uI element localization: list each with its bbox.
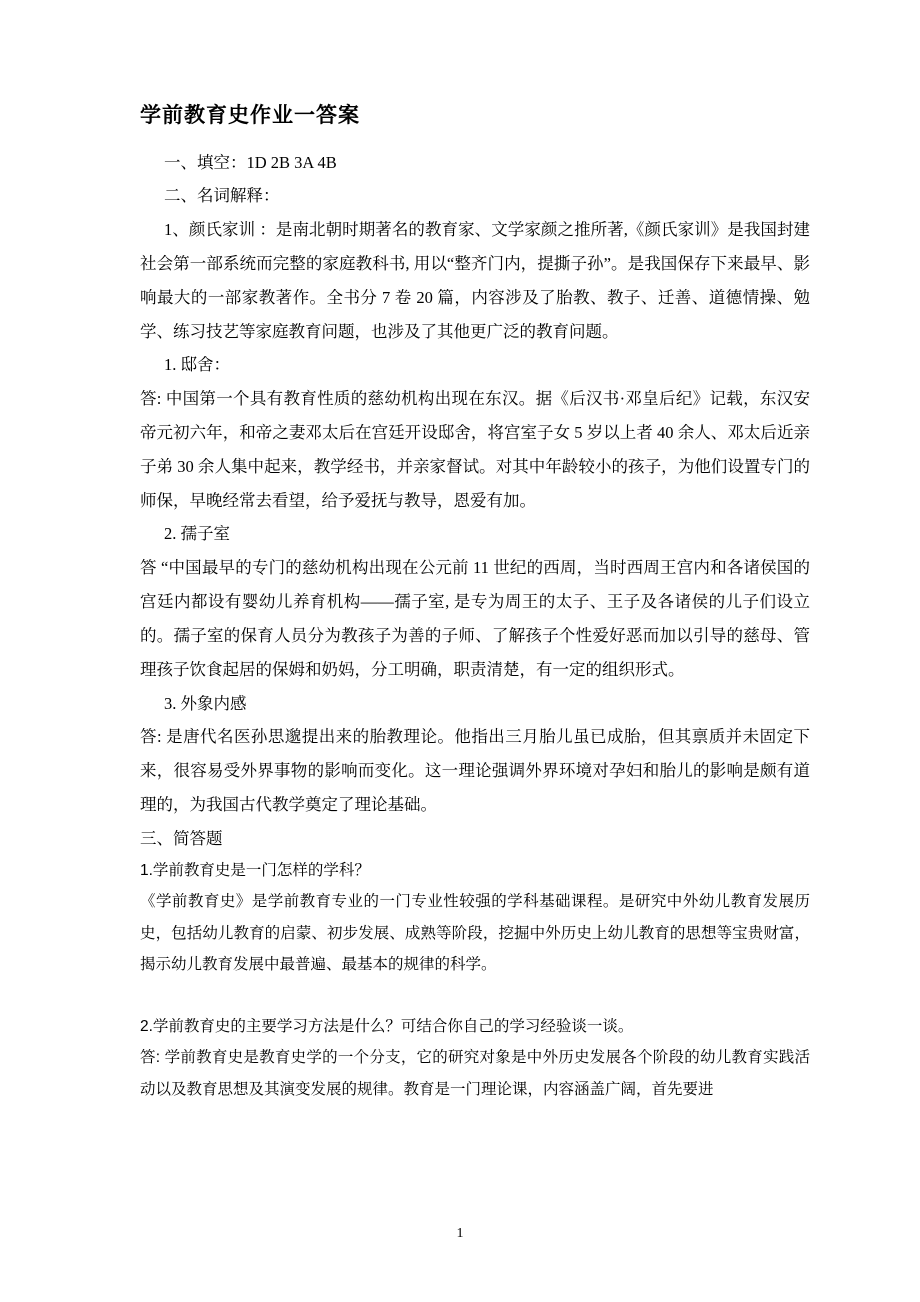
question-2-answer: 答: 学前教育史是教育史学的一个分支，它的研究对象是中外历史发展各个阶段的幼儿教育实践活动以及教育思想及其演变发展的规律。教育是一门理论课，内容涵盖广阔，首先要进 xyxy=(140,1049,810,1098)
paragraph-spacer xyxy=(140,981,810,1011)
section-fill-in-blank: 一、填空：1D 2B 3A 4B xyxy=(164,152,337,172)
term-2-title: 1. 邸舍： xyxy=(164,355,230,375)
question-1: 1.学前教育史是一门怎样的学科？ xyxy=(140,861,370,879)
term-1: 1、颜氏家训 ：是南北朝时期著名的教育家、文学家颜之推所著,《颜氏家训》是我国封建社会第一部系统而完整的家庭教科书, 用以“整齐门内，提撕子孙”。是我国保存下来最早、影响最大的一部家教著作。全书分 7 卷 20 篇，内容涉及了胎教、教子、迁善、道德情操、勉学、练习技艺等家庭教育问题，也涉及了其他更广泛的教育问题。 xyxy=(140,220,810,341)
term-3-title: 2. 孺子室 xyxy=(164,524,230,544)
question-2: 2.学前教育史的主要学习方法是什么？可结合你自己的学习经验谈一谈。 xyxy=(140,1018,634,1036)
section-term-explanation-heading: 二、名词解释： xyxy=(164,186,280,206)
section-short-answer-heading: 三、简答题 xyxy=(140,828,223,848)
term-4-title: 3. 外象内感 xyxy=(164,693,247,713)
term-2-body: 答: 中国第一个具有教育性质的慈幼机构出现在东汉。据《后汉书·邓皇后纪》记载，东汉安帝元初六年，和帝之妻邓太后在宫廷开设邸舍，将宫室子女 5 岁以上者 40 余人、邓太后近亲子弟 30 余人集中起来，教学经书，并亲家督试。对其中年龄较小的孩子，为他们设置专门的师保，早晚经常去看望，给予爱抚与教导，恩爱有加。 xyxy=(140,389,810,510)
document-title: 学前教育史作业一答案 xyxy=(140,104,360,127)
question-1-answer: 《学前教育史》是学前教育专业的一门专业性较强的学科基础课程。是研究中外幼儿教育发展历史，包括幼儿教育的启蒙、初步发展、成熟等阶段，挖掘中外历史上幼儿教育的思想等宝贵财富，揭示幼儿教育发展中最普遍、最基本的规律的科学。 xyxy=(140,892,810,974)
term-3-body: 答 “中国最早的专门的慈幼机构出现在公元前 11 世纪的西周，当时西周王宫内和各诸侯国的宫廷内都设有婴幼儿养育机构——孺子室, 是专为周王的太子、王子及各诸侯的儿子们设立的。孺子室的保育人员分为教孩子为善的子师、了解孩子个性爱好恶而加以引导的慈母、管理孩子饮食起居的保姆和奶妈，分工明确，职责清楚，有一定的组织形式。 xyxy=(140,558,810,679)
page-number: 1 xyxy=(456,1226,464,1241)
term-4-body: 答: 是唐代名医孙思邈提出来的胎教理论。他指出三月胎儿虽已成胎，但其禀质并未固定下来，很容易受外界事物的影响而变化。这一理论强调外界环境对孕妇和胎儿的影响是颇有道理的，为我国古代教学奠定了理论基础。 xyxy=(140,727,810,814)
